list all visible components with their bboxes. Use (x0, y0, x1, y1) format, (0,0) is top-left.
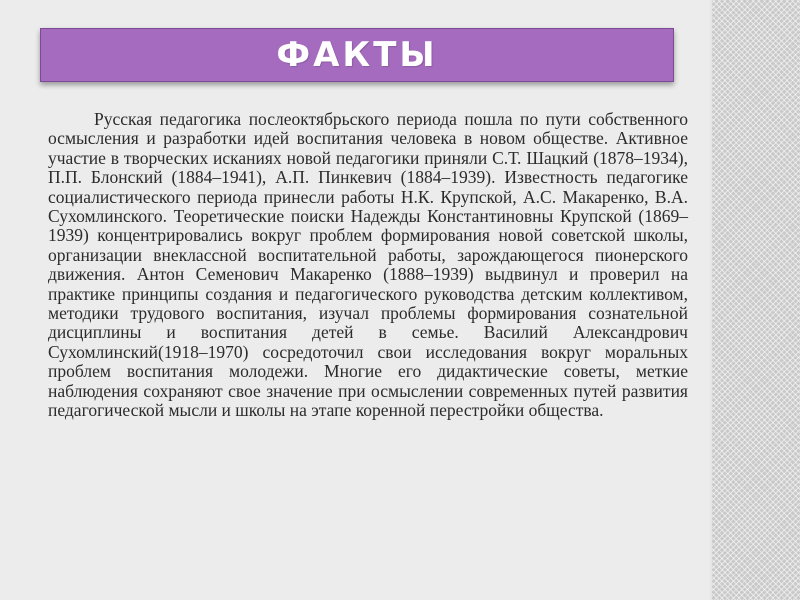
decorative-pattern-band (712, 0, 800, 600)
title-bar (40, 28, 674, 82)
body-paragraph: Русская педагогика послеоктябрьского периода пошла по пути собственного осмысления и разработки идей воспитания человека в новом обществе. Активное участие в творческих исканиях новой педагогики приняли С.Т. Шацкий (1878–1934), П.П. Блонский (1884–1941), А.П. Пинкевич (1884–1939). Известность педагогике социалистического периода принесли работы Н.К. Крупской, А.С. Макаренко, В.А. Сухомлинского. Теоретические поиски Надежды Константиновны Крупской (1869–1939) концентрировались вокруг проблем формирования новой советской школы, организации внеклассной воспитательной работы, зарождающегося пионерского движения. Антон Семенович Макаренко (1888–1939) выдвинул и проверил на практике принципы создания и педагогического руководства детским коллективом, методики трудового воспитания, изучал проблемы формирования сознательной дисциплины и воспитания детей в семье. Василий Александрович Сухомлинский(1918–1970) сосредоточил свои исследования вокруг моральных проблем воспитания молодежи. Многие его дидактические советы, меткие наблюдения сохраняют свое значение при осмыслении современных путей развития педагогической мысли и школы на этапе коренной перестройки общества. (48, 109, 688, 421)
slide-title: ФАКТЫ (276, 35, 438, 75)
